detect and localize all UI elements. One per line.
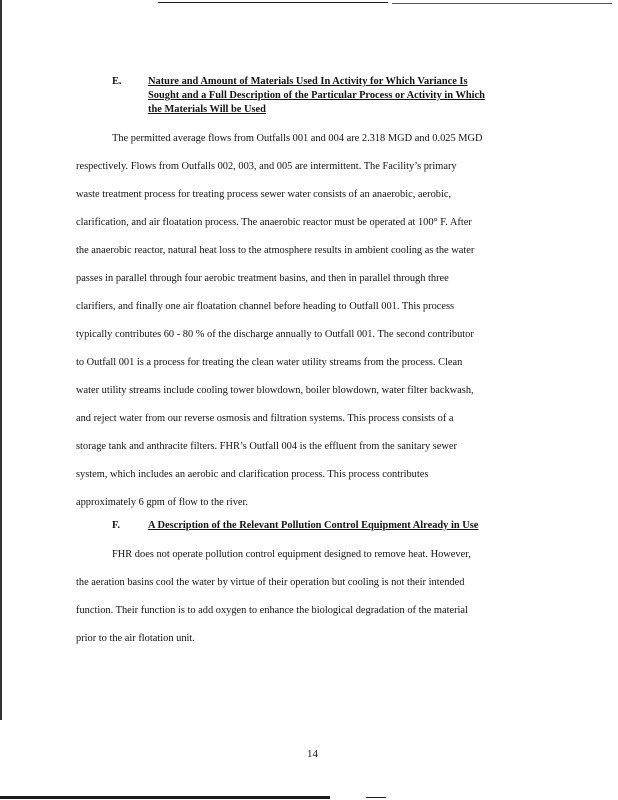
section-e-body-line: waste treatment process for treating process sewer water consists of an anaerobic, aerobic,	[76, 189, 452, 200]
section-e-body-line: approximately 6 gpm of flow to the river.	[76, 497, 248, 508]
scan-bottom-mark	[366, 797, 386, 798]
section-e-body-line: the anaerobic reactor, natural heat loss to the atmosphere results in ambient cooling as the water	[76, 245, 475, 256]
section-e-body-line: storage tank and anthracite filters. FHR’s Outfall 004 is the effluent from the sanitary sewer	[76, 441, 457, 452]
section-e-body-line: water utility streams include cooling tower blowdown, boiler blowdown, water filter backwash,	[76, 385, 474, 396]
section-e-body-line: system, which includes an aerobic and clarification process. This process contributes	[76, 469, 429, 480]
section-f-body-line: function. Their function is to add oxygen to enhance the biological degradation of the material	[76, 605, 468, 616]
section-e-body-line: respectively. Flows from Outfalls 002, 003, and 005 are intermittent. The Facility’s primary	[76, 161, 457, 172]
section-e-body-line: The permitted average flows from Outfalls 001 and 004 are 2.318 MGD and 0.025 MGD	[112, 133, 483, 144]
section-f-body-line: FHR does not operate pollution control equipment designed to remove heat. However,	[112, 549, 471, 560]
section-e-body-line: clarifiers, and finally one air floatation channel before heading to Outfall 001. This process	[76, 301, 455, 312]
section-f-letter: F.	[112, 520, 120, 531]
section-e-heading-line-1: Nature and Amount of Materials Used In Activity for Which Variance Is	[148, 76, 468, 87]
scan-top-rule-right	[392, 3, 612, 4]
section-f-body-line: prior to the air flotation unit.	[76, 633, 195, 644]
section-e-body-line: typically contributes 60 - 80 % of the discharge annually to Outfall 001. The second contributor	[76, 329, 474, 340]
section-e-body-line: passes in parallel through four aerobic treatment basins, and then in parallel through three	[76, 273, 449, 284]
section-e-heading-line-3: the Materials Will be Used	[148, 104, 266, 115]
scan-bottom-rule	[0, 796, 330, 799]
section-e-heading-line-2: Sought and a Full Description of the Particular Process or Activity in Which	[148, 90, 485, 101]
section-e-body-line: clarification, and air floatation process. The anaerobic reactor must be operated at 100° F. After	[76, 217, 472, 228]
section-e-letter: E.	[112, 76, 122, 87]
scan-left-edge	[0, 0, 2, 720]
scan-top-rule	[158, 2, 388, 3]
section-f-heading: A Description of the Relevant Pollution Control Equipment Already in Use	[148, 520, 479, 531]
page-number: 14	[307, 748, 318, 760]
section-e-body-line: and reject water from our reverse osmosis and filtration systems. This process consists of a	[76, 413, 454, 424]
section-f-body-line: the aeration basins cool the water by virtue of their operation but cooling is not their intended	[76, 577, 465, 588]
section-e-body-line: to Outfall 001 is a process for treating the clean water utility streams from the process. Clean	[76, 357, 463, 368]
